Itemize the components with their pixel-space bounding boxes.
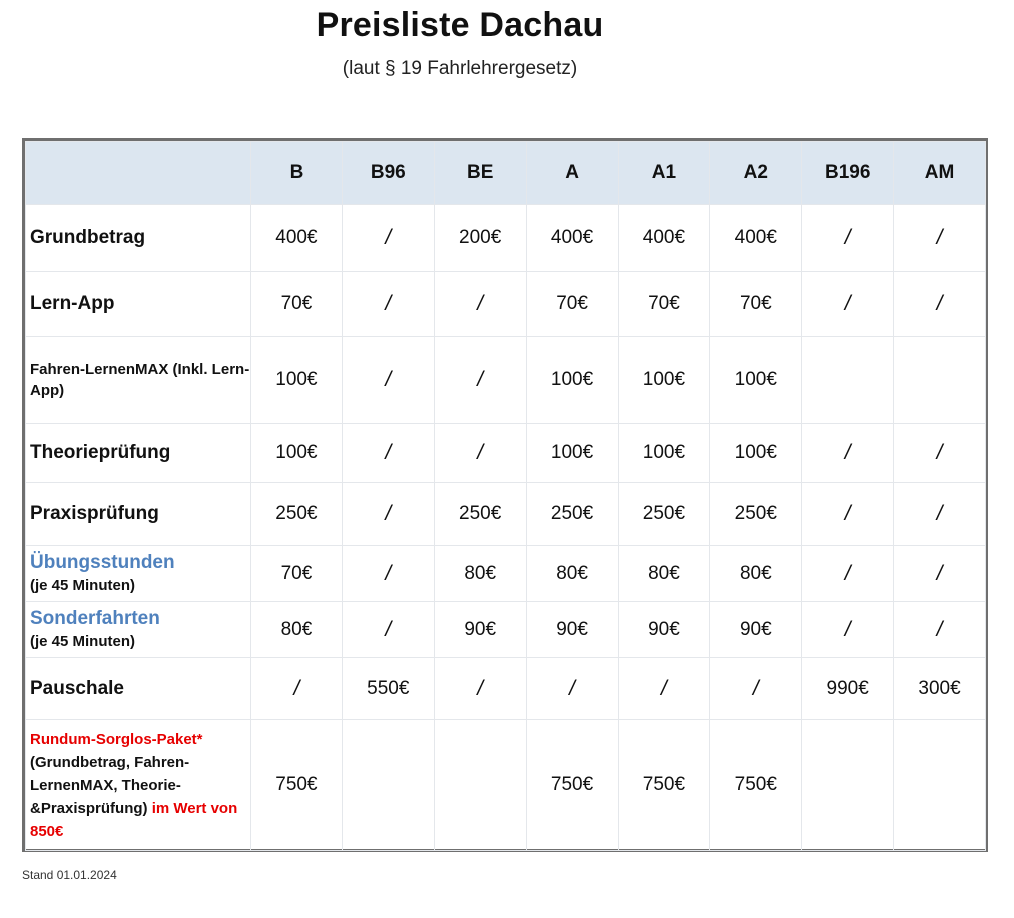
table-cell: / <box>434 272 526 337</box>
row-label-sonderfahrten <box>26 602 251 658</box>
table-cell: / <box>802 483 894 546</box>
table-cell: / <box>710 658 802 720</box>
row-label-fahren-lernenmax <box>26 337 251 424</box>
table-row <box>26 272 986 337</box>
row-sublabel-text: (je 45 Minuten) <box>30 632 136 650</box>
table-cell: 750€ <box>618 720 710 851</box>
table-row <box>26 602 986 658</box>
row-label-theoriepruefung: Theorieprüfung <box>26 424 251 483</box>
table-cell: / <box>802 546 894 602</box>
table-cell: / <box>342 424 434 483</box>
table-row <box>26 720 986 851</box>
table-cell: 250€ <box>251 483 343 546</box>
table-cell: 80€ <box>526 546 618 602</box>
table-cell <box>894 720 986 851</box>
table-row <box>26 546 986 602</box>
table-cell: 70€ <box>526 272 618 337</box>
table-cell: 400€ <box>618 205 710 272</box>
table-cell: / <box>526 658 618 720</box>
table-cell <box>342 720 434 851</box>
table-cell: / <box>618 658 710 720</box>
table-cell <box>434 720 526 851</box>
table-cell: 70€ <box>251 546 343 602</box>
column-header-am: AM <box>894 142 986 205</box>
table-cell: 100€ <box>526 424 618 483</box>
row-label-text: Fahren-LernenMAX (Inkl. Lern-App) <box>30 361 250 399</box>
table-cell: / <box>342 602 434 658</box>
table-cell: / <box>894 602 986 658</box>
table-cell: 990€ <box>802 658 894 720</box>
table-cell: 100€ <box>710 424 802 483</box>
table-cell: / <box>434 424 526 483</box>
table-cell: / <box>894 205 986 272</box>
table-cell: 250€ <box>434 483 526 546</box>
stand-date: Stand 01.01.2024 <box>22 868 117 882</box>
row-label-uebungsstunden <box>26 546 251 602</box>
column-header-a1: A1 <box>618 142 710 205</box>
table-cell: 100€ <box>526 337 618 424</box>
table-cell: 100€ <box>710 337 802 424</box>
table-cell: / <box>802 205 894 272</box>
package-name: Rundum-Sorglos-Paket* <box>30 730 203 748</box>
table-cell: / <box>802 272 894 337</box>
table-row <box>26 658 986 720</box>
table-cell: 250€ <box>710 483 802 546</box>
column-header-a2: A2 <box>710 142 802 205</box>
table-cell <box>894 337 986 424</box>
table-cell: 80€ <box>434 546 526 602</box>
table-cell: 550€ <box>342 658 434 720</box>
table-cell: 70€ <box>251 272 343 337</box>
page-subtitle: (laut § 19 Fahrlehrergesetz) <box>342 58 578 79</box>
table-cell: 100€ <box>251 337 343 424</box>
table-cell: / <box>894 546 986 602</box>
price-table-frame <box>22 138 988 852</box>
row-label-lern-app: Lern-App <box>26 272 251 337</box>
table-cell: / <box>894 483 986 546</box>
package-detail: (Grundbetrag, Fahren-LernenMAX, Theorie-&Praxisprüfung) <box>30 753 190 817</box>
table-cell: 70€ <box>710 272 802 337</box>
table-row <box>26 337 986 424</box>
table-cell: 90€ <box>618 602 710 658</box>
row-sublabel-text: (je 45 Minuten) <box>30 576 136 594</box>
table-cell: / <box>434 658 526 720</box>
table-cell: / <box>342 546 434 602</box>
table-cell: / <box>342 337 434 424</box>
row-label-rundum-sorglos-paket <box>26 720 251 851</box>
row-label-text: Übungsstunden <box>30 551 175 573</box>
table-cell: 80€ <box>710 546 802 602</box>
row-label-grundbetrag: Grundbetrag <box>26 205 251 272</box>
table-cell: 90€ <box>710 602 802 658</box>
table-cell: / <box>342 272 434 337</box>
table-cell: 200€ <box>434 205 526 272</box>
table-cell: / <box>802 424 894 483</box>
table-cell: 400€ <box>710 205 802 272</box>
table-cell: 90€ <box>526 602 618 658</box>
column-header-b: B <box>251 142 343 205</box>
table-cell: 100€ <box>618 337 710 424</box>
table-cell: 250€ <box>618 483 710 546</box>
table-cell: 70€ <box>618 272 710 337</box>
table-cell: / <box>342 205 434 272</box>
price-table <box>25 141 986 851</box>
table-cell: 400€ <box>251 205 343 272</box>
table-cell: 80€ <box>251 602 343 658</box>
table-row <box>26 424 986 483</box>
row-label-pauschale: Pauschale <box>26 658 251 720</box>
table-cell: 100€ <box>251 424 343 483</box>
table-cell: 300€ <box>894 658 986 720</box>
header-corner <box>26 142 251 205</box>
table-cell: / <box>434 337 526 424</box>
table-cell: 750€ <box>526 720 618 851</box>
table-cell: 750€ <box>710 720 802 851</box>
table-cell: / <box>251 658 343 720</box>
table-cell <box>802 720 894 851</box>
table-cell: 100€ <box>618 424 710 483</box>
table-row <box>26 483 986 546</box>
package-value-note: im Wert von 850€ <box>30 799 238 840</box>
column-header-b96: B96 <box>342 142 434 205</box>
table-cell: / <box>342 483 434 546</box>
page-title: Preisliste Dachau <box>316 6 604 44</box>
column-header-a: A <box>526 142 618 205</box>
row-label-text: Sonderfahrten <box>30 607 160 629</box>
table-cell: 80€ <box>618 546 710 602</box>
table-cell: 90€ <box>434 602 526 658</box>
table-cell: 750€ <box>251 720 343 851</box>
column-header-be: BE <box>434 142 526 205</box>
column-header-b196: B196 <box>802 142 894 205</box>
table-row <box>26 205 986 272</box>
row-label-praxispruefung: Praxisprüfung <box>26 483 251 546</box>
table-cell: 250€ <box>526 483 618 546</box>
table-cell: / <box>894 272 986 337</box>
table-cell: / <box>802 602 894 658</box>
table-cell: / <box>894 424 986 483</box>
table-cell: 400€ <box>526 205 618 272</box>
table-cell <box>802 337 894 424</box>
package-description <box>30 728 250 843</box>
